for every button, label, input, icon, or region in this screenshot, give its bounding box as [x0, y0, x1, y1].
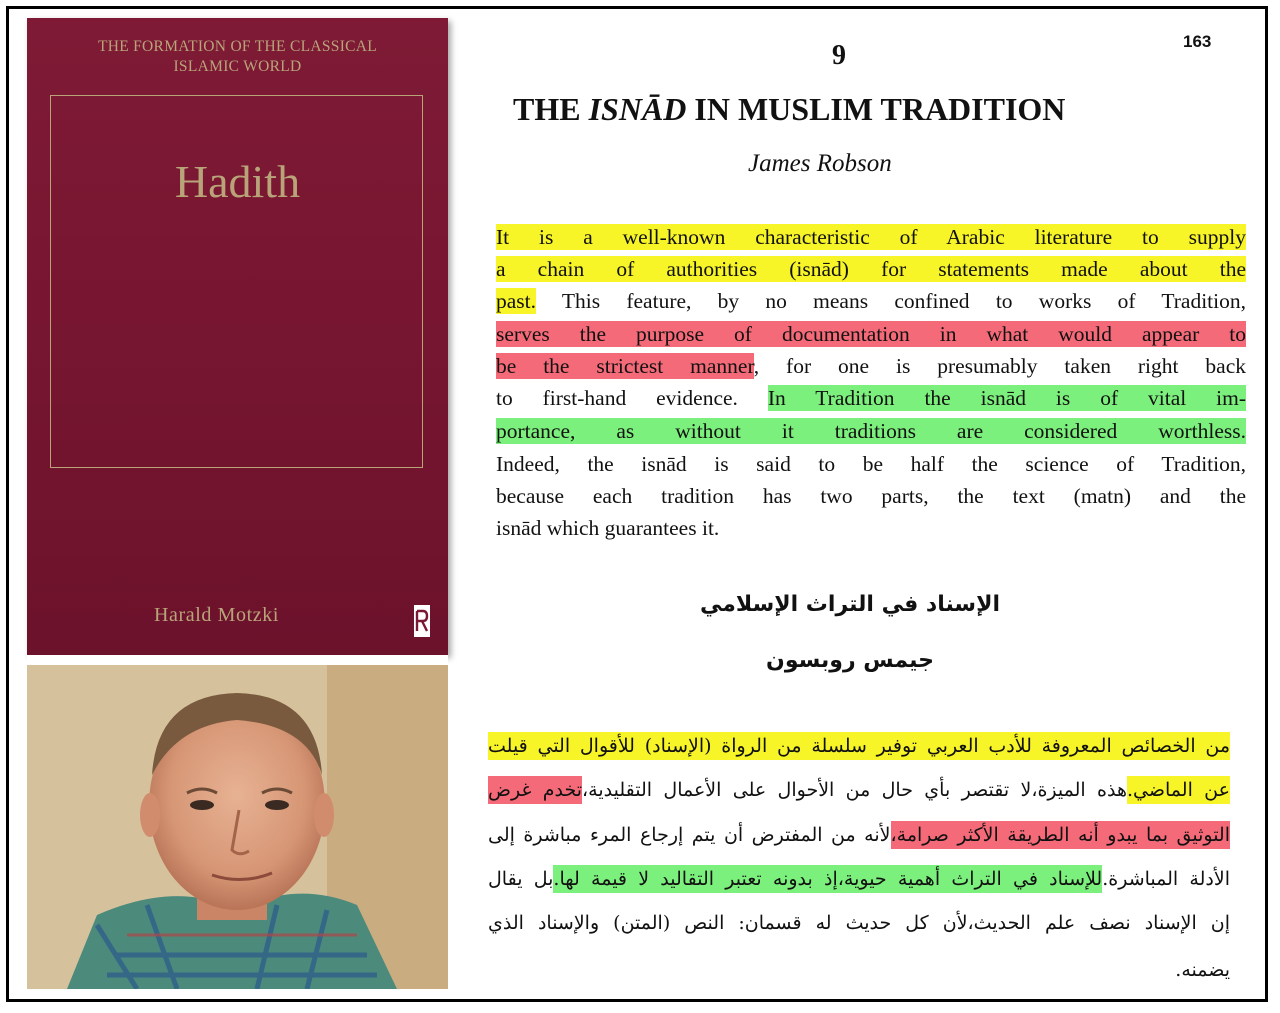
- text-segment: يضمنه.: [1175, 959, 1230, 981]
- text-segment: بل يقال: [488, 868, 554, 890]
- text-segment: لأنه من المفترض أن يتم إرجاع المرء مباشرة إلى: [488, 824, 891, 846]
- english-line: [496, 319, 1246, 349]
- text-segment: الأدلة المباشرة.: [1102, 868, 1230, 890]
- arabic-title: الإسناد في التراث الإسلامي: [700, 592, 1000, 617]
- english-line: [496, 286, 1246, 316]
- text-segment: تخدم غرض: [488, 776, 582, 804]
- english-line: [496, 351, 1246, 381]
- text-segment: past.: [496, 289, 537, 313]
- chapter-title-italic: ISNĀD: [588, 91, 687, 127]
- arabic-line: [488, 770, 1230, 810]
- text-segment: be the strictest manner: [496, 354, 754, 378]
- text-segment: عن الماضي.: [1127, 776, 1230, 804]
- arabic-line: [488, 726, 1230, 766]
- english-line: [496, 449, 1246, 479]
- book-cover: [27, 18, 448, 655]
- chapter-title: [513, 91, 1065, 128]
- chapter-title-pre: THE: [513, 91, 589, 127]
- text-segment: هذه الميزة،لا تقتصر بأي حال من الأحوال على الأعمال التقليدية،: [582, 779, 1127, 801]
- english-line: [496, 481, 1246, 511]
- arabic-author: جيمس روبسون: [766, 648, 934, 673]
- text-segment: It is a well-known characteristic of Arabic literature to supply: [496, 225, 1246, 249]
- text-segment: إن الإسناد نصف علم الحديث،لأن كل حديث له قسمان: النص (المتن) والإسناد الذي: [488, 912, 1230, 934]
- text-segment: Indeed, the isnād is said to be half the science of Tradition,: [496, 452, 1246, 476]
- english-line: [496, 254, 1246, 284]
- text-segment: a chain of authorities (isnād) for statements made about the: [496, 257, 1246, 281]
- text-segment: من الخصائص المعروفة للأدب العربي توفير سلسلة من الرواة (الإسناد) للأقوال التي قيلت: [488, 732, 1230, 760]
- book-title: Hadith: [174, 156, 301, 207]
- arabic-line: [488, 903, 1230, 943]
- page-number: 163: [1183, 32, 1212, 51]
- text-segment: because each tradition has two parts, the text (matn) and the: [496, 484, 1246, 508]
- english-line: [496, 416, 1246, 446]
- text-segment: isnād which guarantees it.: [496, 516, 720, 540]
- english-line: [496, 383, 1246, 413]
- book-editor: Harald Motzki: [154, 604, 279, 626]
- text-segment: This feature, by no means confined to works of Tradition,: [536, 289, 1246, 313]
- text-segment: التوثيق بما يبدو أنه الطريقة الأكثر صرامة،: [891, 821, 1231, 849]
- arabic-line: [488, 859, 1230, 899]
- text-segment: to first-hand evidence.: [496, 386, 768, 410]
- text-segment: In Tradition the isnād is of vital im-: [767, 386, 1247, 410]
- english-line: [496, 222, 1246, 252]
- cover-frame-box: [50, 95, 423, 468]
- portrait-illustration: [27, 665, 448, 989]
- series-title-line2: ISLAMIC WORLD: [173, 58, 302, 75]
- english-line: [496, 513, 1246, 543]
- text-segment: , for one is presumably taken right back: [753, 354, 1246, 378]
- routledge-logo-icon: [414, 605, 430, 637]
- series-title-line1: THE FORMATION OF THE CLASSICAL: [97, 38, 378, 55]
- text-segment: للإسناد في التراث أهمية حيوية،إذ بدونه تعتبر التقاليد لا قيمة لها.: [553, 865, 1102, 893]
- chapter-title-post: IN MUSLIM TRADITION: [686, 91, 1066, 127]
- arabic-line: [488, 815, 1230, 855]
- text-segment: portance, as without it traditions are considered worthless.: [496, 419, 1246, 443]
- author-photo: [27, 665, 448, 989]
- chapter-number: 9: [832, 40, 846, 71]
- text-segment: serves the purpose of documentation in what would appear to: [496, 322, 1246, 346]
- arabic-line: [488, 950, 1230, 990]
- chapter-author: James Robson: [748, 150, 892, 177]
- cover-photo-divider: [27, 655, 448, 665]
